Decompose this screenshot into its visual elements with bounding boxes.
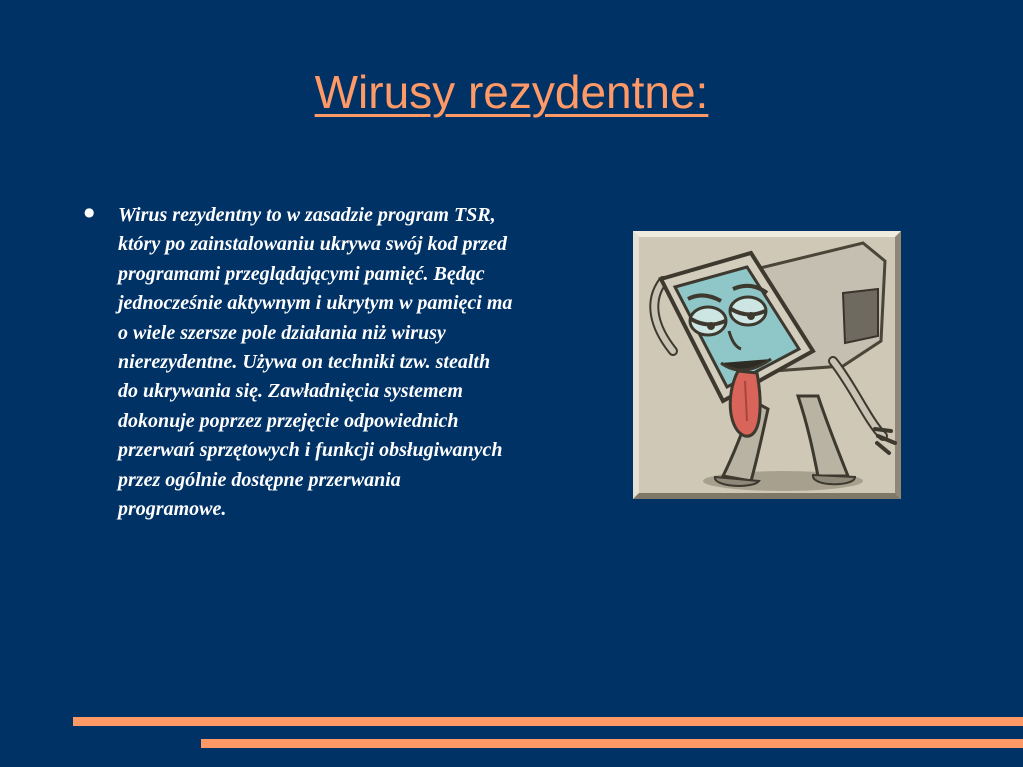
- bullet-text: Wirus rezydentny to w zasadzie program TSR, który po zainstalowaniu ukrywa swój kod przed programami przeglądającymi pamięć. Będąc jednocześnie aktywnym i ukrytym w pamięci ma o wiele szersze pole działania niż wirusy nierezydentne. Używa on techniki tzw. stealth do ukrywania się. Zawładnięcia systemem dokonuje poprzez przejęcie odpowiednich przerwań sprzętowych i funkcji obsługiwanych przez ogólnie dostępne przerwania programowe.: [118, 204, 513, 521]
- bullet-item: [84, 201, 514, 524]
- bullet-dot-icon: ●: [84, 205, 95, 219]
- decorative-line-top: [73, 717, 1023, 726]
- decorative-line-bottom: [201, 739, 1023, 748]
- slide-title: Wirusy rezydentne:: [314, 66, 709, 118]
- sick-computer-cartoon-icon: [633, 231, 901, 499]
- bullet-list: [84, 201, 514, 524]
